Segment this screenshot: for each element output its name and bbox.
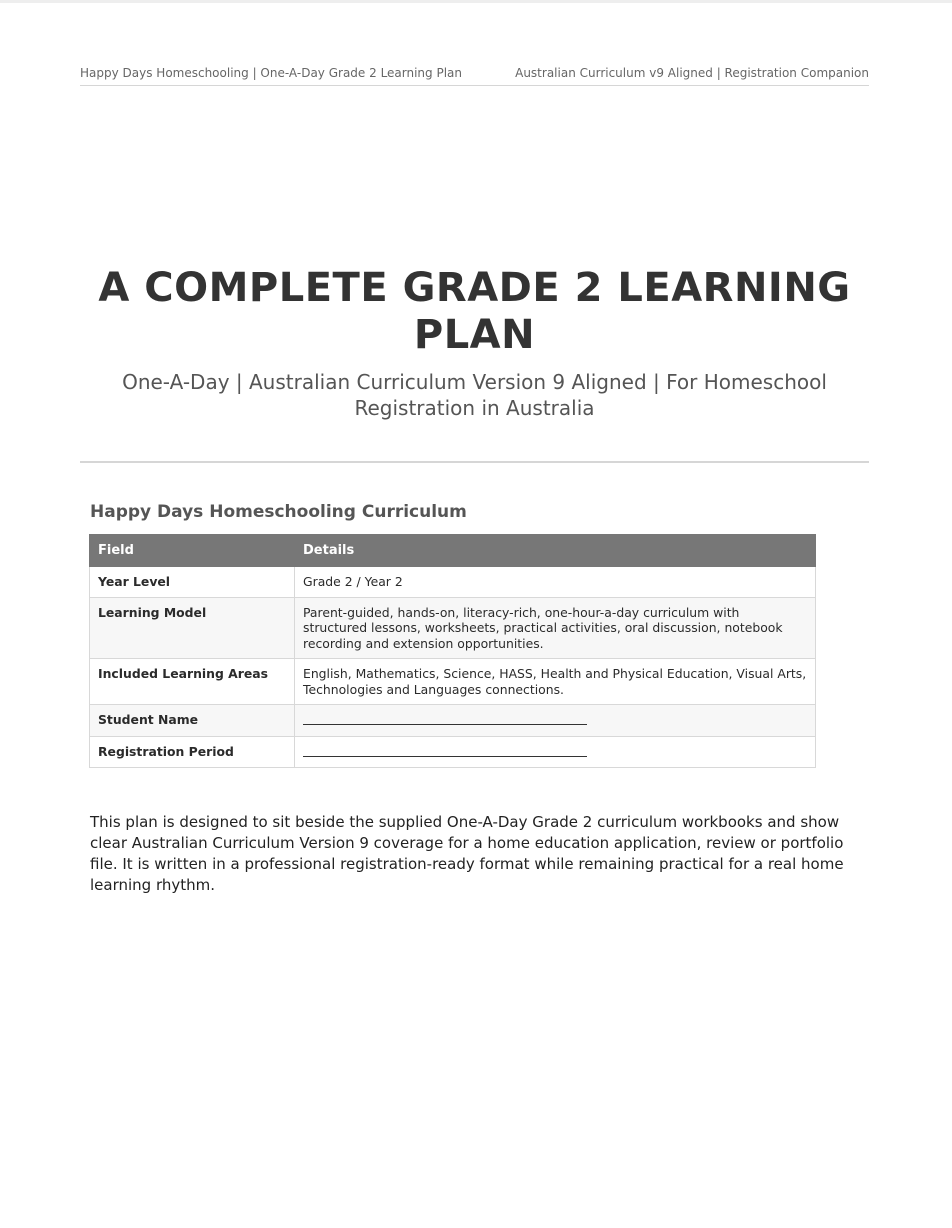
field-cell: Learning Model xyxy=(90,597,295,659)
page-title: A COMPLETE GRADE 2 LEARNING PLAN xyxy=(98,265,851,358)
header-right-text: Australian Curriculum v9 Aligned | Registration Companion xyxy=(515,66,869,80)
title-divider xyxy=(80,461,869,463)
field-cell: Year Level xyxy=(90,567,295,598)
table-header-row xyxy=(90,535,816,567)
page-subtitle: One-A-Day | Australian Curriculum Version 9 Aligned | For Homeschool Registration in Australia xyxy=(122,370,827,420)
table-row xyxy=(90,597,816,659)
header-left-text: Happy Days Homeschooling | One-A-Day Grade 2 Learning Plan xyxy=(80,66,463,80)
column-header-details: Details xyxy=(295,535,816,567)
table-row xyxy=(90,705,816,737)
column-header-field: Field xyxy=(90,535,295,567)
registration-period-blank-line[interactable] xyxy=(303,744,587,757)
details-cell: English, Mathematics, Science, HASS, Health and Physical Education, Visual Arts, Technologies and Languages connections. xyxy=(295,659,816,705)
section-heading: Happy Days Homeschooling Curriculum xyxy=(90,502,467,522)
table-row xyxy=(90,567,816,598)
table-row xyxy=(90,736,816,768)
field-cell: Student Name xyxy=(90,705,295,737)
student-name-blank-line[interactable] xyxy=(303,712,587,725)
field-cell: Registration Period xyxy=(90,736,295,768)
student-name-blank-cell[interactable] xyxy=(295,705,816,737)
intro-paragraph: This plan is designed to sit beside the supplied One-A-Day Grade 2 curriculum workbooks and show clear Australian Curriculum Version 9 coverage for a home education application, review or portfolio file. It is written in a professional registration-ready format while remaining practical for a real home learning rhythm. xyxy=(90,813,844,894)
running-header xyxy=(80,66,869,86)
curriculum-info-table xyxy=(89,534,816,768)
details-cell: Grade 2 / Year 2 xyxy=(295,567,816,598)
table-row xyxy=(90,659,816,705)
field-cell: Included Learning Areas xyxy=(90,659,295,705)
details-cell: Parent-guided, hands-on, literacy-rich, one-hour-a-day curriculum with structured lessons, worksheets, practical activities, oral discussion, notebook recording and extension opportunities. xyxy=(295,597,816,659)
registration-period-blank-cell[interactable] xyxy=(295,736,816,768)
